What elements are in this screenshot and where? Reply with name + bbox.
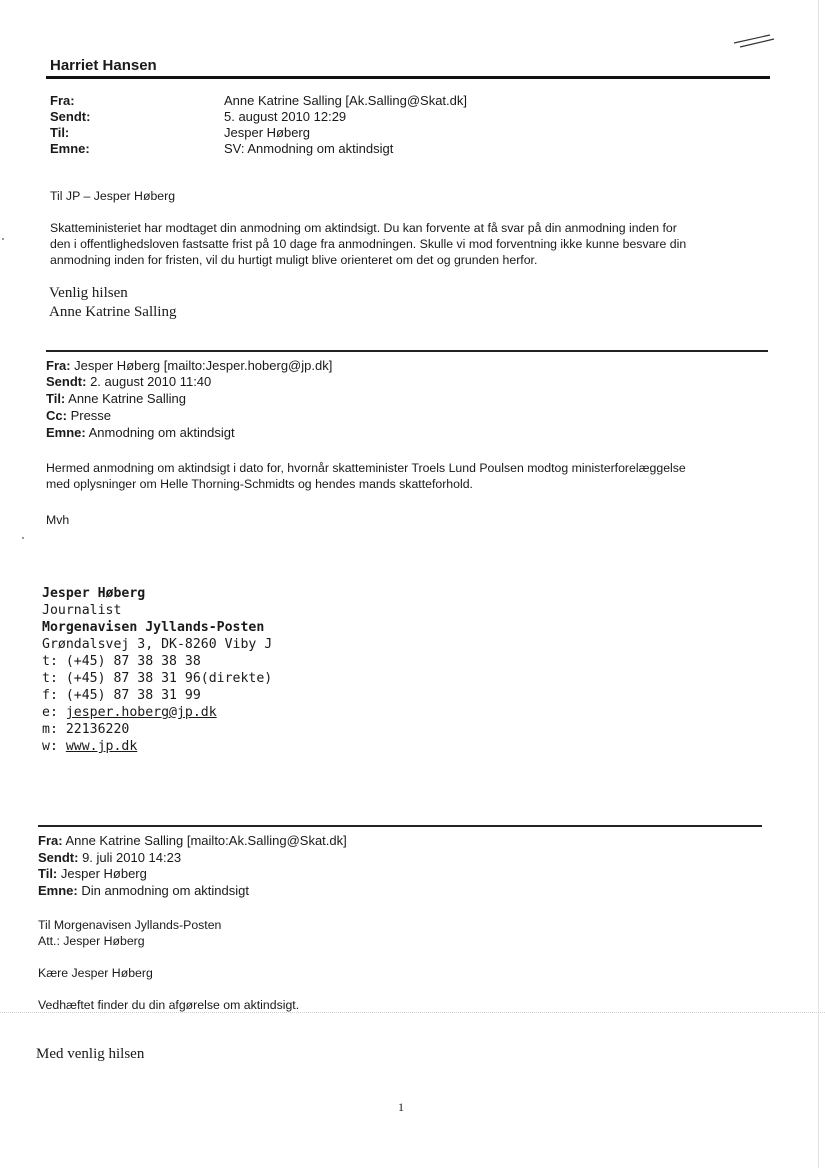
header-value-subject: SV: Anmodning om aktindsigt: [224, 141, 394, 156]
scan-dotted-line: [0, 1012, 825, 1013]
message2-from-row: [46, 358, 332, 374]
header-label-to: Til:: [50, 125, 70, 140]
message1-signature: Anne Katrine Salling: [49, 304, 177, 320]
message3-body: Vedhæftet finder du din afgørelse om aktindsigt.: [38, 998, 300, 1012]
sig-name: [42, 585, 145, 602]
scan-speck: [2, 238, 4, 240]
sig-phone-main: t: (+45) 87 38 38 38: [42, 654, 201, 669]
message3-subject-value: Din anmodning om aktindsigt: [77, 883, 249, 898]
message2-cc-value: Presse: [66, 408, 112, 423]
message2-cc-row: [46, 408, 111, 424]
message2-subject-value: Anmodning om aktindsigt: [85, 425, 235, 440]
sig-name-text: Jesper Høberg: [42, 586, 146, 601]
sig-address: Grøndalsvej 3, DK-8260 Viby J: [42, 637, 273, 652]
message3-to-value: Jesper Høberg: [57, 866, 147, 881]
message2-to-row: [46, 391, 186, 407]
header-rule: [46, 76, 770, 79]
message3-from-row: [38, 833, 347, 849]
message3-to-label: Til:: [38, 866, 58, 881]
sig-role: Journalist: [42, 603, 122, 618]
separator-rule: [38, 825, 762, 827]
message3-subject-label: Emne:: [38, 883, 78, 898]
message2-cc-label: Cc:: [46, 408, 67, 423]
sig-email-link[interactable]: jesper.hoberg@jp.dk: [65, 705, 217, 720]
message3-from-label: Fra:: [38, 833, 63, 848]
sig-phone-direct: t: (+45) 87 38 31 96(direkte): [42, 671, 273, 686]
sig-web-row: [42, 738, 137, 755]
message2-to-value: Anne Katrine Salling: [65, 391, 186, 406]
message3-from-value: Anne Katrine Salling [mailto:Ak.Salling@Skat.dk]: [62, 833, 347, 848]
message2-closing: Mvh: [46, 513, 70, 527]
header-value-sent: 5. august 2010 12:29: [224, 109, 347, 124]
message2-body-line: med oplysninger om Helle Thorning-Schmidts og hendes mands skatteforhold.: [46, 477, 473, 491]
sig-web-prefix: w:: [42, 739, 66, 754]
header-value-to: Jesper Høberg: [224, 125, 310, 140]
message2-from-label: Fra:: [46, 358, 71, 373]
pen-mark-icon: [732, 34, 776, 48]
message2-subject-row: [46, 425, 235, 441]
message2-subject-label: Emne:: [46, 425, 86, 440]
header-label-sent: Sendt:: [50, 109, 91, 124]
message3-sent-label: Sendt:: [38, 850, 79, 865]
message3-recipient: Til Morgenavisen Jyllands-Posten: [38, 918, 222, 932]
separator-rule: [46, 350, 768, 352]
message2-from-value: Jesper Høberg [mailto:Jesper.hoberg@jp.dk]: [70, 358, 333, 373]
scan-speck: [22, 537, 24, 539]
sig-org-text: Morgenavisen Jyllands-Posten: [42, 620, 265, 635]
message2-body-line: Hermed anmodning om aktindsigt i dato for, hvornår skatteminister Troels Lund Poulsen modtog ministerforelæggelse: [46, 461, 686, 475]
page-number: 1: [398, 1100, 404, 1114]
message1-closing: Venlig hilsen: [49, 285, 128, 301]
message3-subject-row: [38, 883, 249, 899]
header-label-from: Fra:: [50, 93, 75, 108]
message1-body-line: den i offentlighedsloven fastsatte frist på 10 dage fra anmodningen. Skulle vi mod forventning ikke kunne besvare din: [50, 237, 687, 251]
message2-sent-label: Sendt:: [46, 374, 87, 389]
sig-email-row: [42, 704, 217, 721]
message1-body-line: anmodning inden for fristen, vil du hurtigt muligt blive orienteret om det og grunden herfor.: [50, 253, 538, 267]
message3-attention: Att.: Jesper Høberg: [38, 934, 145, 948]
sig-web-link[interactable]: www.jp.dk: [65, 739, 138, 754]
message3-closing: Med venlig hilsen: [36, 1046, 145, 1062]
message3-to-row: [38, 866, 147, 882]
header-label-subject: Emne:: [50, 141, 90, 156]
message2-to-label: Til:: [46, 391, 66, 406]
sig-fax: f: (+45) 87 38 31 99: [42, 688, 201, 703]
sig-email-prefix: e:: [42, 705, 66, 720]
scan-edge-line: [818, 0, 819, 1168]
message2-sent-row: [46, 374, 211, 390]
message3-sent-row: [38, 850, 181, 866]
message2-sent-value: 2. august 2010 11:40: [86, 374, 212, 389]
message3-salutation: Kære Jesper Høberg: [38, 966, 153, 980]
mailbox-owner-name: Harriet Hansen: [50, 57, 157, 74]
message3-sent-value: 9. juli 2010 14:23: [78, 850, 182, 865]
message1-greeting: Til JP – Jesper Høberg: [50, 189, 176, 203]
message1-body-line: Skatteministeriet har modtaget din anmodning om aktindsigt. Du kan forvente at få svar på din anmodning inden for: [50, 221, 677, 235]
sig-org: [42, 619, 264, 636]
header-value-from: Anne Katrine Salling [Ak.Salling@Skat.dk]: [224, 93, 467, 108]
sig-mobile: m: 22136220: [42, 722, 130, 737]
